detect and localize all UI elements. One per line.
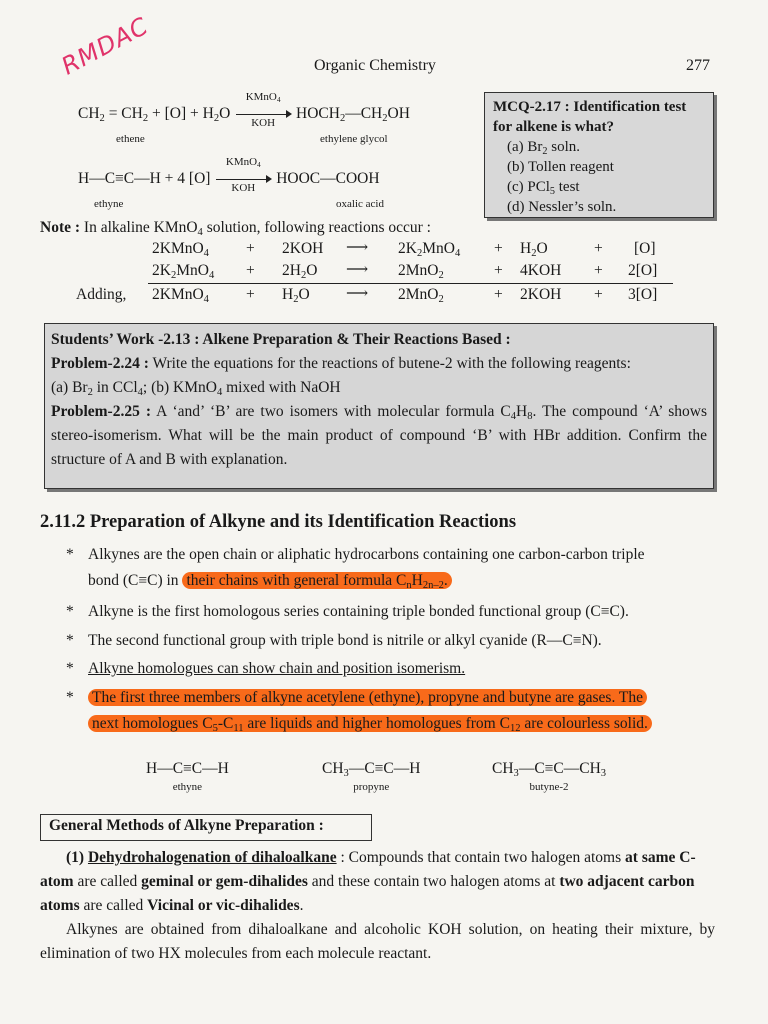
- structure-name: propyne: [353, 781, 390, 793]
- reaction-cell: 2KMnO$_4$: [152, 286, 209, 306]
- reaction-cell: 3[O]: [628, 286, 658, 303]
- bullet-star: *: [66, 632, 74, 649]
- reaction-cell: 2MnO$_2$: [398, 286, 444, 306]
- reaction-cell: 2MnO$_2$: [398, 262, 444, 282]
- problem-2-25: Problem-2.25 : A ‘and’ ‘B’ are two isomers with molecular formula $C_4H_8$. The compound ‘A’ shows stereo-isomerism. What will be the main product of compound ‘B’ with HBr addition. Confirm the structure of A and B with explanation.: [51, 403, 707, 468]
- students-work-title: Students’ Work -2.13 : Alkene Preparation & Their Reactions Based :: [51, 331, 511, 348]
- reaction-cell: 4KOH: [520, 262, 562, 279]
- highlight: their chains with general formula $C_nH_{2n-2}$.: [182, 572, 451, 589]
- mcq-option-b: (b) Tollen reagent: [507, 159, 614, 175]
- methods-heading-box: General Methods of Alkyne Preparation :: [40, 814, 372, 841]
- reaction-cell: 2KOH: [520, 286, 562, 303]
- bullet-star: *: [66, 603, 74, 620]
- students-work-box: [44, 323, 714, 489]
- bullet-text: [88, 686, 647, 710]
- reaction-cell: $2H_2O$: [282, 262, 318, 282]
- reaction-cell: $H_2O$: [520, 240, 548, 260]
- section-heading: 2.11.2 Preparation of Alkyne and its Identification Reactions: [40, 512, 517, 532]
- reaction-cell: [O]: [634, 240, 656, 257]
- bullet-star: *: [66, 689, 74, 706]
- note-line: Note : In alkaline KMnO$_4$ solution, following reactions occur :: [40, 219, 431, 239]
- bullet-text: The second functional group with triple bond is nitrile or alkyl cyanide (R—C≡N).: [88, 632, 602, 649]
- paragraph-dehydrohalogenation: (1) Dehydrohalogenation of dihaloalkane : Compounds that contain two halogen atoms at same C-atom are called geminal or gem-dihalides and these contain two halogen atoms at two adjacent carbon atoms are called Vicinal or vic-dihalides.: [40, 849, 696, 914]
- paragraph-alkyne-preparation: Alkynes are obtained from dihaloalkane and alcoholic KOH solution, on heating their mixture, by elimination of two HX molecules from each molecule reactant.: [40, 921, 715, 962]
- plus-sign: +: [594, 262, 603, 279]
- adding-label: Adding,: [76, 286, 127, 303]
- structure-formula: $CH_3—C\equiv C—CH_3$: [492, 760, 607, 780]
- page-number: 277: [686, 57, 710, 74]
- bullet-text: bond (C≡C) in their chains with general formula $C_nH_{2n-2}$.: [88, 569, 452, 593]
- mcq-option-d: (d) Nessler’s soln.: [507, 199, 617, 215]
- problem-2-24: Problem-2.24 : Write the equations for the reactions of butene-2 with the following reagents:: [51, 355, 631, 372]
- problem-2-24-parts: (a) $Br_2$ in CCl$_4$; (b) KMnO$_4$ mixed with NaOH: [51, 379, 341, 399]
- equation-ethyne-oxidation: H—C≡C—H + 4 [O] KMnO$_4$ KOH HOOC—COOH: [78, 156, 380, 194]
- bullet-text: Alkyne is the first homologous series containing triple bonded functional group (C≡C).: [88, 603, 629, 620]
- reaction-cell: 2KMnO$_4$: [152, 240, 209, 260]
- equation-ethene-oxidation: $CH_2 = CH_2 + [O] + H_2O$ KMnO$_4$ KOH $HOCH_2—CH_2OH$: [78, 91, 410, 129]
- reaction-arrow: ⟶: [346, 239, 369, 256]
- caption-ethene: ethene: [116, 133, 145, 145]
- caption-ethylene-glycol: ethylene glycol: [320, 133, 388, 145]
- mcq-box: [484, 92, 714, 218]
- bullet-star: *: [66, 660, 74, 677]
- structure-formula: $CH_3—C\equiv C—H$: [322, 760, 421, 780]
- mcq-option-c: (c) PCl$_5$ test: [507, 179, 580, 198]
- structure-formula: H—C≡C—H: [146, 760, 229, 777]
- reaction-cell: $H_2O$: [282, 286, 310, 306]
- plus-sign: +: [594, 286, 603, 303]
- handwritten-annotation: RMDAC: [56, 11, 154, 81]
- reaction-arrow: ⟶: [346, 261, 369, 278]
- structure-name: ethyne: [172, 781, 203, 793]
- reaction-arrow: KMnO$_4$ KOH: [214, 170, 272, 188]
- plus-sign: +: [246, 286, 255, 303]
- structure-butyne-2: [492, 760, 606, 793]
- structure-ethyne: [146, 760, 229, 793]
- bullet-text: Alkynes are the open chain or aliphatic hydrocarbons containing one carbon-carbon triple: [88, 546, 645, 563]
- plus-sign: +: [494, 286, 503, 303]
- reaction-cell: $2K_2MnO_4$: [398, 240, 461, 260]
- mcq-title: MCQ-2.17 : Identification test for alkene is what?: [493, 99, 687, 135]
- kmno4-reactions-table: [0, 240, 768, 306]
- bullet-text: Alkyne homologues can show chain and position isomerism.: [88, 660, 466, 677]
- plus-sign: +: [494, 240, 503, 257]
- plus-sign: +: [494, 262, 503, 279]
- structure-propyne: [322, 760, 420, 793]
- plus-sign: +: [246, 240, 255, 257]
- bullet-text: [88, 712, 652, 736]
- highlight: next homologues $C_5-C_{11}$ are liquids and higher homologues from $C_{12}$ are colourless solid.: [88, 715, 652, 732]
- mcq-option-a: (a) $Br_2$ soln.: [507, 139, 581, 158]
- structure-name: butyne-2: [529, 781, 569, 793]
- reaction-arrow: KMnO$_4$ KOH: [234, 105, 292, 123]
- plus-sign: +: [594, 240, 603, 257]
- highlight: The first three members of alkyne acetylene (ethyne), propyne and butyne are gases. The: [88, 689, 647, 706]
- page-header-title: Organic Chemistry: [314, 57, 436, 74]
- bullet-star: *: [66, 546, 74, 563]
- reaction-cell: $2K_2MnO_4$: [152, 262, 215, 282]
- reaction-arrow: ⟶: [346, 285, 369, 302]
- reaction-cell: 2[O]: [628, 262, 658, 279]
- plus-sign: +: [246, 262, 255, 279]
- caption-ethyne: ethyne: [94, 198, 124, 210]
- caption-oxalic-acid: oxalic acid: [336, 198, 384, 210]
- sum-divider: [148, 283, 673, 284]
- reaction-cell: 2KOH: [282, 240, 324, 257]
